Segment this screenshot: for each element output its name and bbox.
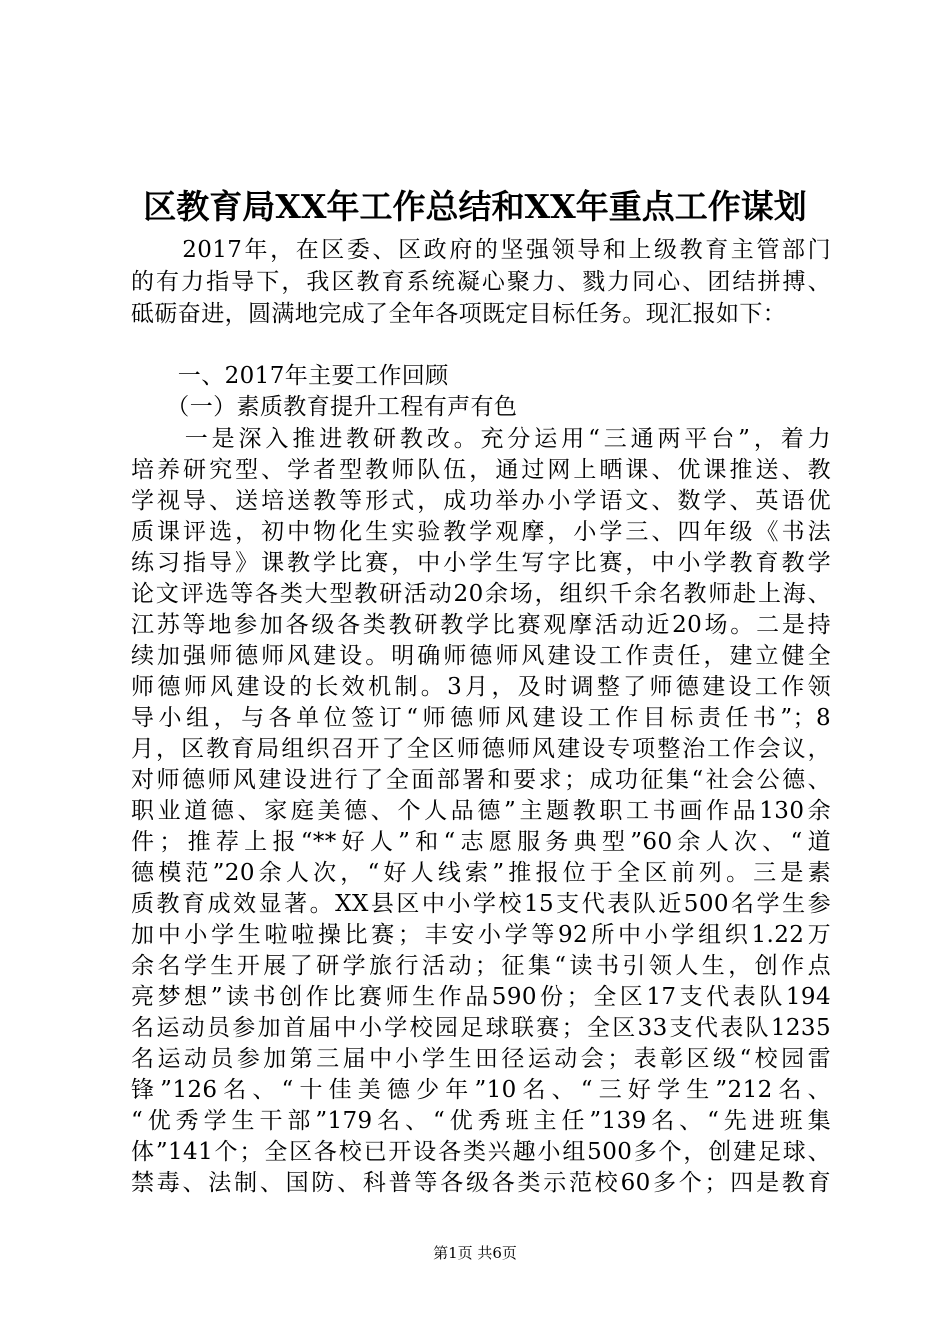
body-line: 亮梦想”读书创作比赛师生作品590份；全区17支代表队194 (131, 984, 831, 1010)
body-line: 锋”126名、“十佳美德少年”10名、“三好学生”212名、 (131, 1077, 831, 1103)
body-line: “优秀学生干部”179名、“优秀班主任”139名、“先进班集 (131, 1108, 831, 1134)
body-line: 月，区教育局组织召开了全区师德师风建设专项整治工作会议， (131, 736, 831, 762)
body-line: 一是深入推进教研教改。充分运用“三通两平台”，着力 (131, 426, 831, 452)
page-footer: 第1页 共6页 (433, 1244, 517, 1262)
body-line: 论文评选等各类大型教研活动20余场，组织千余名教师赴上海、 (131, 581, 831, 607)
body-line: 职业道德、家庭美德、个人品德”主题教职工书画作品130余 (131, 798, 831, 824)
body-line: 德模范”20余人次，“好人线索”推报位于全区前列。三是素 (131, 860, 831, 886)
intro-line: 砥砺奋进，圆满地完成了全年各项既定目标任务。现汇报如下： (131, 301, 787, 327)
body-line: 练习指导》课教学比赛，中小学生写字比赛，中小学教育教学 (131, 550, 831, 576)
section-heading: 一、2017年主要工作回顾 (131, 363, 449, 389)
body-line: 质教育成效显著。XX县区中小学校15支代表队近500名学生参 (131, 891, 831, 917)
body-line: 件；推荐上报“**好人”和“志愿服务典型”60余人次、“道 (131, 829, 831, 855)
body-line: 师德师风建设的长效机制。3月，及时调整了师德建设工作领 (131, 674, 831, 700)
body-line: 对师德师风建设进行了全面部署和要求；成功征集“社会公德、 (131, 767, 831, 793)
body-line: 学视导、送培送教等形式，成功举办小学语文、数学、英语优 (131, 488, 831, 514)
body-line: 质课评选，初中物化生实验教学观摩，小学三、四年级《书法 (131, 519, 831, 545)
body-line: 体”141个；全区各校已开设各类兴趣小组500多个，创建足球、 (131, 1139, 831, 1165)
body-line: 培养研究型、学者型教师队伍，通过网上晒课、优课推送、教 (131, 457, 831, 483)
body-line: 加中小学生啦啦操比赛；丰安小学等92所中小学组织1.22万 (131, 922, 831, 948)
body-line: 禁毒、法制、国防、科普等各级各类示范校60多个；四是教育 (131, 1170, 831, 1196)
document-title: 区教育局XX年工作总结和XX年重点工作谋划 (143, 187, 807, 226)
intro-line: 2017年，在区委、区政府的坚强领导和上级教育主管部门 (131, 237, 831, 263)
body-line: 名运动员参加首届中小学校园足球联赛；全区33支代表队1235 (131, 1015, 831, 1041)
body-line: 导小组，与各单位签订“师德师风建设工作目标责任书”；8 (131, 705, 831, 731)
body-line: 余名学生开展了研学旅行活动；征集“读书引领人生，创作点 (131, 953, 831, 979)
sub-heading: （一）素质教育提升工程有声有色 (131, 394, 518, 420)
body-line: 续加强师德师风建设。明确师德师风建设工作责任，建立健全 (131, 643, 831, 669)
body-line: 江苏等地参加各级各类教研教学比赛观摩活动近20场。二是持 (131, 612, 831, 638)
body-line: 名运动员参加第三届中小学生田径运动会；表彰区级“校园雷 (131, 1046, 831, 1072)
intro-line: 的有力指导下，我区教育系统凝心聚力、戮力同心、团结拼搏、 (131, 269, 831, 295)
